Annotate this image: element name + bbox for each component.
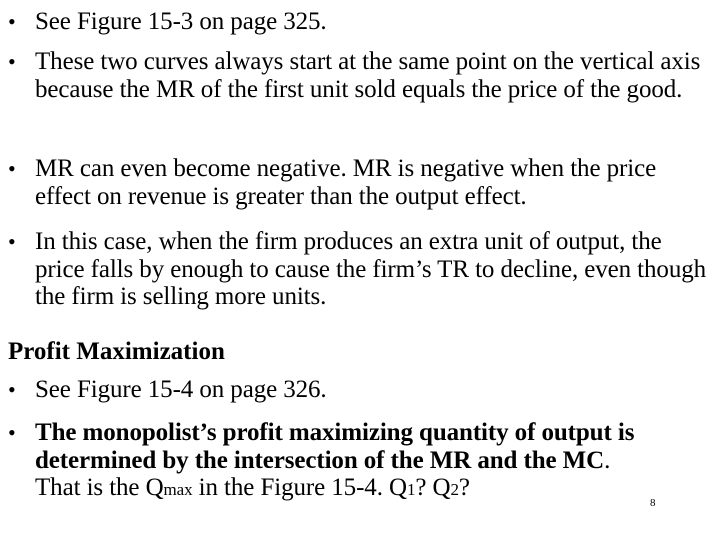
q2-prefix: ? Q bbox=[415, 474, 451, 501]
bullet-text: In this case, when the firm produces an extra unit of output, the price falls by enough to cause the firm’s TR to decline, even though the firm is selling more units. bbox=[35, 228, 707, 310]
subscript-1: 1 bbox=[406, 480, 416, 499]
bullet-marker: • bbox=[8, 156, 16, 181]
bullet-item bbox=[8, 155, 708, 210]
bullet-item bbox=[8, 419, 708, 504]
question-end: ? bbox=[458, 474, 470, 501]
qmax-prefix: That is the Q bbox=[35, 474, 164, 501]
bullet-text: See Figure 15-3 on page 325. bbox=[35, 8, 327, 35]
bullet-marker: • bbox=[8, 420, 16, 445]
bullet-item bbox=[8, 48, 708, 103]
subscript-max: max bbox=[163, 480, 193, 499]
bullet-text: MR can even become negative. MR is negative when the price effect on revenue is greater than the output effect. bbox=[35, 155, 657, 210]
bullet-text: These two curves always start at the same point on the vertical axis because the MR of the first unit sold equals the price of the good. bbox=[35, 48, 701, 103]
bullet-text: See Figure 15-4 on page 326. bbox=[35, 376, 327, 403]
statement-period: . bbox=[604, 446, 611, 474]
bullet-marker: • bbox=[8, 229, 16, 254]
bullet-item bbox=[8, 376, 708, 404]
bullet-item bbox=[8, 8, 708, 36]
bullet-marker: • bbox=[8, 49, 16, 74]
subscript-2: 2 bbox=[450, 480, 459, 499]
bullet-marker: • bbox=[8, 377, 16, 402]
page-number: 8 bbox=[650, 497, 656, 509]
bullet-text bbox=[35, 419, 708, 504]
section-heading: Profit Maximization bbox=[8, 338, 225, 365]
bold-statement: The monopolist’s profit maximizing quantity of output is determined by the intersection of the MR and the MC bbox=[35, 419, 635, 474]
bullet-item bbox=[8, 228, 708, 311]
bullet-marker: • bbox=[8, 9, 16, 34]
figure-reference: in the Figure 15-4. Q bbox=[192, 474, 407, 501]
